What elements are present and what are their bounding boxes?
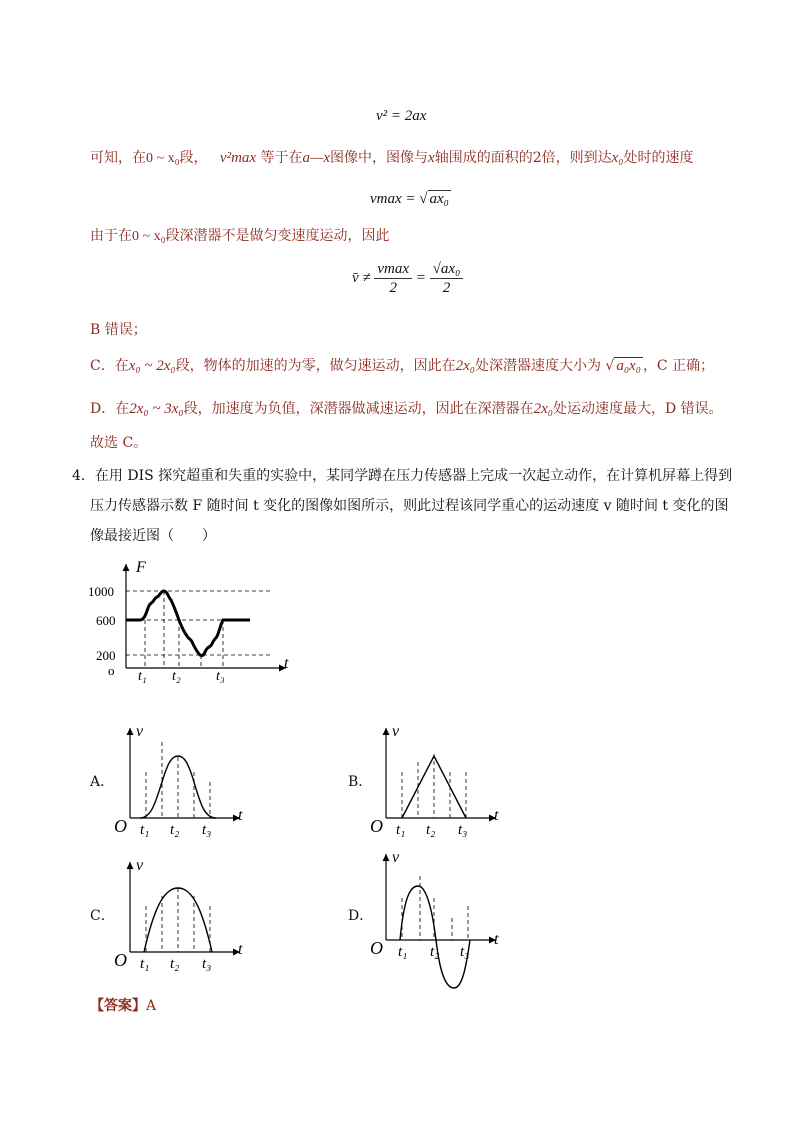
option-b-label[interactable]: B． (348, 774, 373, 790)
option-b-curve (402, 756, 466, 818)
option-a-graph[interactable] (112, 722, 262, 842)
option-d-graph[interactable] (368, 848, 518, 993)
option-c-t1: t₁ (140, 956, 150, 972)
option-c-label[interactable]: C． (90, 908, 115, 924)
option-d-t2: t₂ (430, 944, 440, 960)
option-b-t2: t₂ (426, 822, 436, 838)
origin-label: o (108, 663, 115, 678)
option-a-v-label: v (136, 723, 144, 740)
force-time-graph (84, 558, 314, 688)
ytick-600: 600 (96, 613, 116, 628)
option-b-verdict: B 错误； (90, 322, 147, 338)
option-c-t2: t₂ (170, 956, 180, 972)
question-4-line-2: 压力传感器示数 F 随时间 t 变化的图像如图所示，则此过程该同学重心的运动速度 v 随时间 t 变化的图 (90, 498, 729, 514)
option-b-graph[interactable] (368, 722, 518, 842)
option-c-graph[interactable] (112, 856, 262, 976)
option-c-origin: O (114, 950, 127, 970)
option-d-curve (400, 886, 470, 988)
option-a-t-label: t (238, 807, 243, 824)
option-b-v-label: v (392, 723, 400, 740)
option-d-t-label: t (494, 931, 499, 948)
answer: 【答案】A (90, 998, 157, 1014)
ytick-200: 200 (96, 648, 116, 663)
option-b-t3: t₃ (458, 822, 468, 838)
option-c-t-label: t (238, 941, 243, 958)
option-a-t2: t₂ (170, 822, 180, 838)
equation-v-squared: v² = 2ax (376, 108, 427, 124)
explanation-line-2: 由于在0 ~ x₀段深潜器不是做匀变速度运动，因此 (90, 228, 390, 244)
option-d-label[interactable]: D． (348, 908, 374, 924)
conclusion: 故选 C。 (90, 435, 148, 451)
option-a-label[interactable]: A． (90, 774, 115, 790)
question-4-line-3: 像最接近图（ ） (90, 528, 216, 544)
option-a-t3: t₃ (202, 822, 212, 838)
option-c-explanation: C．在x₀ ~ 2x₀段，物体的加速的为零，做匀速运动，因此在2x₀处深潜器速度大小为 √ a₀x₀ ，C 正确； (90, 358, 715, 374)
equation-vmax: vmax = √ ax₀ (370, 191, 449, 207)
option-c-v-label: v (136, 857, 144, 874)
option-b-t-label: t (494, 807, 499, 824)
xtick-t3: t₃ (216, 669, 225, 684)
equation-vbar: v̄ ≠ $\frac{vmax}{2}$ = $\frac{\text{√ax₀}}{2}$ (352, 260, 463, 297)
option-c-t3: t₃ (202, 956, 212, 972)
option-b-t1: t₁ (396, 822, 406, 838)
option-d-t3: t₃ (460, 944, 470, 960)
option-a-t1: t₁ (140, 822, 150, 838)
option-d-origin: O (370, 938, 383, 958)
option-a-origin: O (114, 816, 127, 836)
xtick-t2: t₂ (172, 669, 181, 684)
option-d-explanation: D．在2x₀ ~ 3x₀段，加速度为负值，深潜器做减速运动，因此在深潜器在2x₀处运动速度最大，D 错误。 (90, 401, 723, 417)
ytick-1000: 1000 (88, 584, 114, 599)
explanation-line-1: 可知，在0 ~ x₀段， v²max 等于在a—x图像中，图像与x轴围成的面积的2倍，则到达x₀处时的速度 (90, 150, 694, 166)
xtick-t1: t₁ (138, 669, 147, 684)
option-d-t1: t₁ (398, 944, 408, 960)
y-axis-label: F (136, 559, 146, 576)
x-axis-label: t (284, 655, 289, 672)
option-b-origin: O (370, 816, 383, 836)
option-d-v-label: v (392, 849, 400, 866)
question-4-line-1: 4．在用 DIS 探究超重和失重的实验中，某同学蹲在压力传感器上完成一次起立动作，在计算机屏幕上得到 (72, 468, 733, 484)
